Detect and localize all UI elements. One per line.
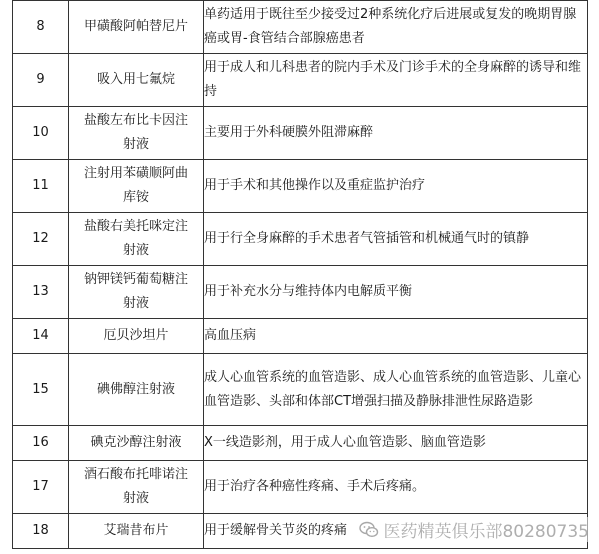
drug-indication [204, 266, 588, 319]
drug-name-text: 碘佛醇注射液 [96, 381, 175, 397]
drug-indication-text: 主要用于外科硬膜外阻滞麻醉 [204, 125, 374, 140]
drug-name [69, 107, 204, 160]
row-number: 10 [13, 107, 69, 160]
row-number: 18 [13, 514, 69, 549]
drug-indication [204, 461, 588, 514]
drug-indication [204, 213, 588, 266]
row-number: 14 [13, 319, 69, 354]
drug-indication [204, 107, 588, 160]
drug-name [69, 213, 204, 266]
drug-name [69, 354, 204, 426]
watermark [357, 517, 591, 542]
drug-indication-text: 高血压病 [204, 328, 257, 343]
table-row [13, 213, 588, 266]
drug-indication [204, 160, 588, 213]
row-number: 13 [13, 266, 69, 319]
table-row [13, 160, 588, 213]
drug-table [12, 0, 588, 549]
drug-name [69, 54, 204, 107]
drug-name-text: 钠钾镁钙葡萄糖注射液 [83, 272, 188, 311]
drug-indication-text: X一线造影剂，用于成人心血管造影、脑血管造影 [204, 435, 486, 450]
drug-name [69, 266, 204, 319]
drug-indication-text: 用于补充水分与维持体内电解质平衡 [204, 284, 413, 299]
table-row [13, 107, 588, 160]
table-row [13, 319, 588, 354]
drug-indication [204, 54, 588, 107]
table-row [13, 426, 588, 461]
table-row [13, 54, 588, 107]
drug-indication-text: 用于行全身麻醉的手术患者气管插管和机械通气时的镇静 [204, 231, 530, 246]
drug-name-text: 甲磺酸阿帕替尼片 [83, 19, 188, 34]
drug-indication-text: 成人心血管系统的血管造影、成人心血管系统的血管造影、儿童心血管造影、头部和体部CT增强扫描及静脉排泄性尿路造影 [204, 369, 582, 409]
row-number: 9 [13, 54, 69, 107]
drug-name [69, 461, 204, 514]
drug-indication [204, 426, 588, 461]
row-number: 8 [13, 1, 69, 54]
row-number: 17 [13, 461, 69, 514]
drug-indication-text: 用于成人和儿科患者的院内手术及门诊手术的全身麻醉的诱导和维持 [204, 60, 582, 99]
drug-name-text: 碘克沙醇注射液 [90, 435, 182, 450]
drug-name-text: 厄贝沙坦片 [103, 328, 169, 343]
drug-name-text: 酒石酸布托啡诺注射液 [83, 467, 188, 506]
drug-indication [204, 1, 588, 54]
drug-indication [204, 319, 588, 354]
row-number: 12 [13, 213, 69, 266]
drug-name-text: 盐酸左布比卡因注射液 [83, 113, 188, 152]
row-number: 11 [13, 160, 69, 213]
wechat-icon [359, 521, 379, 539]
drug-name-text: 艾瑞昔布片 [103, 523, 169, 538]
drug-indication [204, 354, 588, 426]
table-row [13, 461, 588, 514]
table-row [13, 1, 588, 54]
drug-indication-text: 用于手术和其他操作以及重症监护治疗 [204, 178, 426, 193]
drug-name [69, 319, 204, 354]
row-number: 15 [13, 354, 69, 426]
drug-name [69, 160, 204, 213]
drug-indication-text: 用于治疗各种癌性疼痛、手术后疼痛。 [204, 479, 426, 494]
drug-indication-text: 单药适用于既往至少接受过2种系统化疗后进展或复发的晚期胃腺癌或胃-食管结合部腺癌患者 [204, 7, 577, 46]
watermark-text: 医药精英俱乐部80280735 [383, 522, 589, 542]
drug-name-text: 吸入用七氟烷 [96, 72, 175, 87]
drug-name-text: 盐酸右美托咪定注射液 [83, 219, 188, 258]
table-row [13, 266, 588, 319]
row-number: 16 [13, 426, 69, 461]
drug-name-text: 注射用苯磺顺阿曲库铵 [83, 166, 188, 205]
drug-name [69, 426, 204, 461]
drug-indication-text: 用于缓解骨关节炎的疼痛 [204, 523, 348, 538]
drug-name [69, 1, 204, 54]
drug-name [69, 514, 204, 549]
table-row [13, 354, 588, 426]
